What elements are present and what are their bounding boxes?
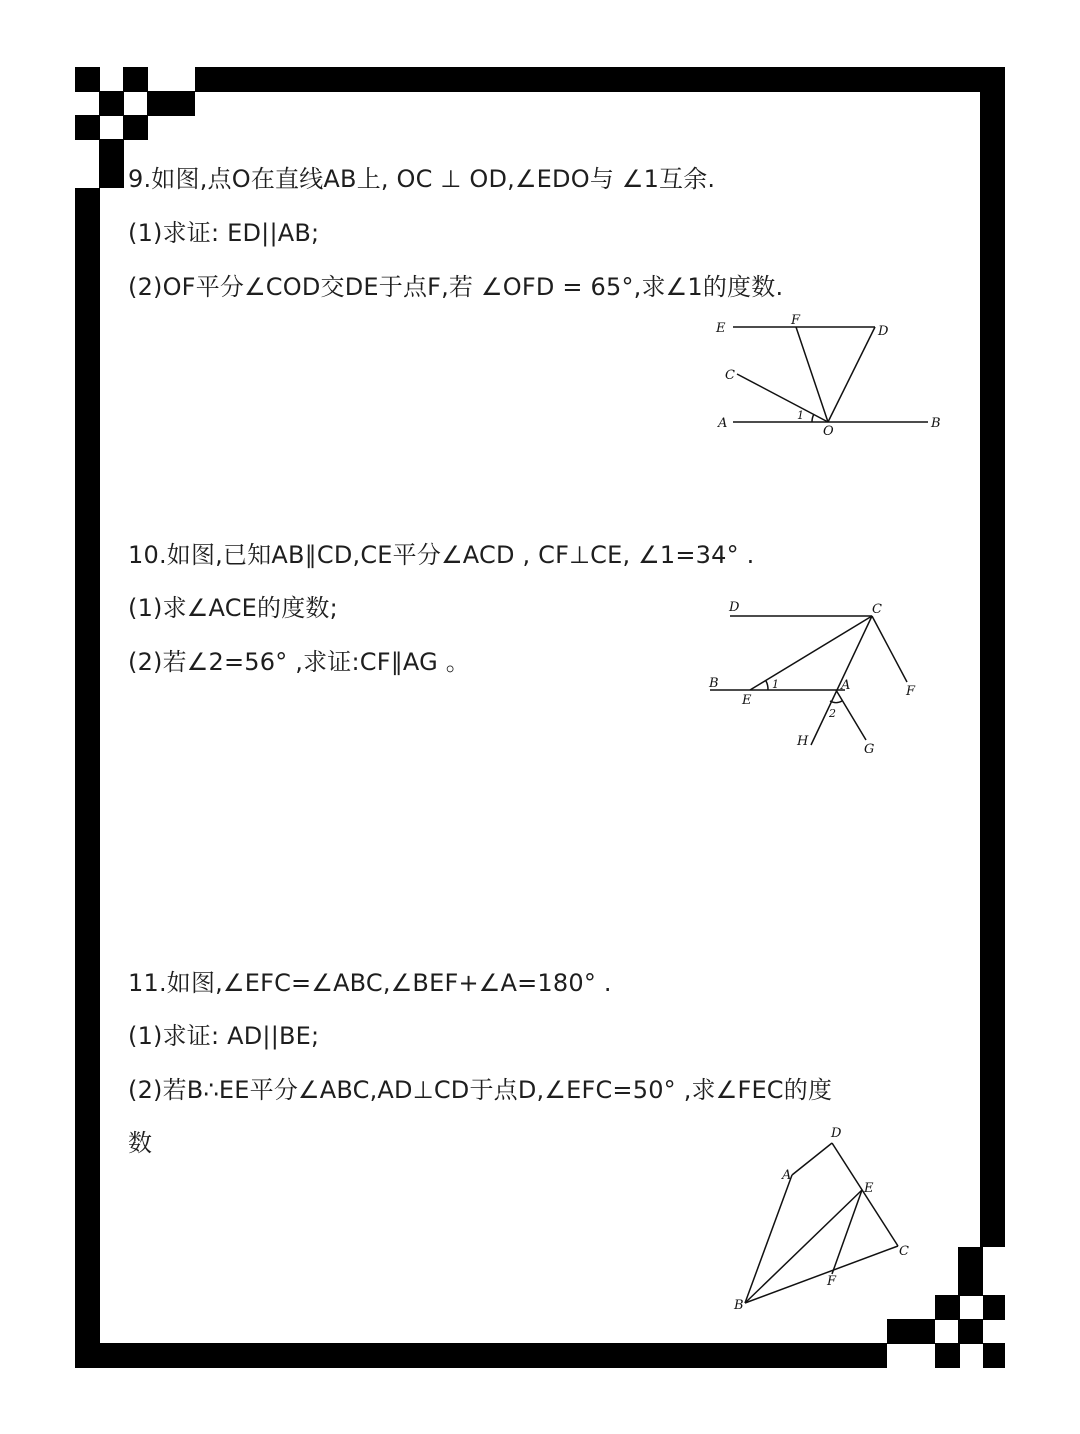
- problem-9-statement: 9.如图,点O在直线AB上, OC ⊥ OD,∠EDO与 ∠1互余.: [128, 165, 716, 193]
- label-B: B: [931, 416, 941, 431]
- label-B: B: [709, 676, 719, 691]
- label-angle-1: 1: [772, 678, 779, 691]
- label-H: H: [797, 734, 809, 749]
- label-angle-1: 1: [797, 409, 804, 422]
- problem-11-part-2: (2)若B∴EE平分∠ABC,AD⊥CD于点D,∠EFC=50° ,求∠FEC的度: [128, 1076, 833, 1104]
- label-D: D: [729, 600, 740, 615]
- label-C: C: [899, 1244, 909, 1259]
- problem-11-statement: 11.如图,∠EFC=∠ABC,∠BEF+∠A=180° .: [128, 969, 612, 997]
- problem-10-part-1: (1)求∠ACE的度数;: [128, 594, 338, 622]
- label-E: E: [742, 693, 752, 708]
- label-F: F: [791, 313, 801, 328]
- label-G: G: [864, 742, 875, 757]
- problem-11-part-1: (1)求证: AD||BE;: [128, 1022, 320, 1050]
- label-angle-2: 2: [829, 707, 836, 720]
- label-C: C: [725, 368, 735, 383]
- label-E: E: [716, 321, 726, 336]
- label-A: A: [718, 416, 728, 431]
- label-D: D: [878, 324, 889, 339]
- label-A: A: [782, 1168, 792, 1183]
- label-A: A: [841, 678, 851, 693]
- problem-10-part-2: (2)若∠2=56° ,求证:CF∥AG 。: [128, 648, 470, 676]
- problem-11-part-2-continued: 数: [128, 1129, 153, 1157]
- problem-10-figure: [700, 590, 930, 760]
- label-F: F: [906, 684, 916, 699]
- problem-9-part-1: (1)求证: ED||AB;: [128, 219, 320, 247]
- problem-9-figure: [700, 305, 960, 445]
- label-E: E: [864, 1181, 874, 1196]
- label-C: C: [872, 602, 882, 617]
- label-O: O: [823, 424, 834, 439]
- problem-11-figure: [725, 1120, 925, 1315]
- problem-10-statement: 10.如图,已知AB∥CD,CE平分∠ACD , CF⊥CE, ∠1=34° .: [128, 541, 755, 569]
- problem-9-part-2: (2)OF平分∠COD交DE于点F,若 ∠OFD = 65°,求∠1的度数.: [128, 273, 784, 301]
- label-F: F: [827, 1274, 837, 1289]
- label-B: B: [734, 1298, 744, 1313]
- label-D: D: [831, 1126, 842, 1141]
